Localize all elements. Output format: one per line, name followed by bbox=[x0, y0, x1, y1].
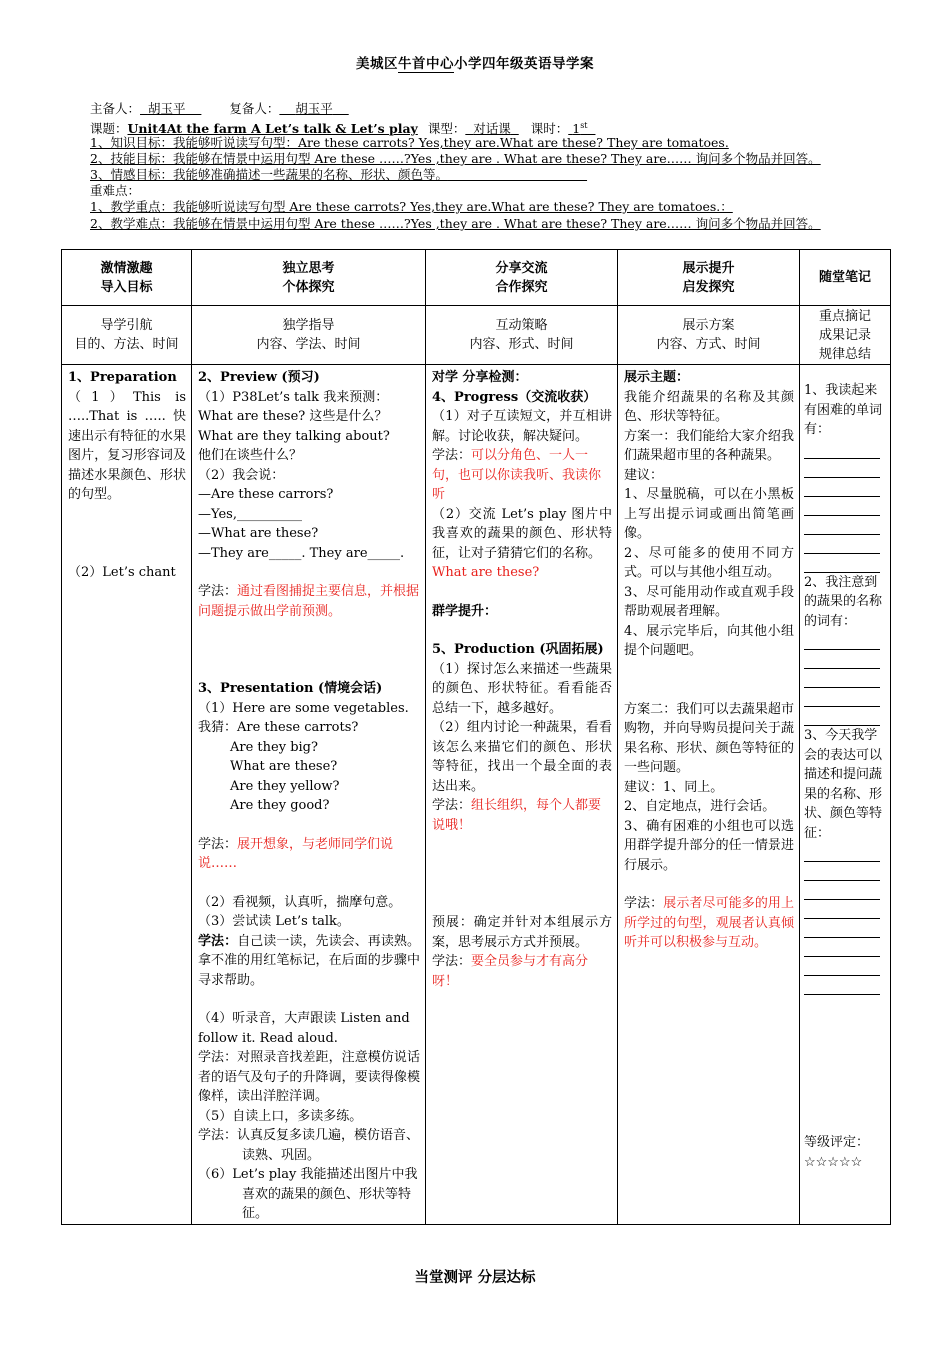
group-title: 群学提升： bbox=[432, 603, 498, 619]
note-blank-line bbox=[804, 688, 880, 707]
note-prompt: 2、我注意到的蔬果的名称的词有： bbox=[804, 574, 883, 629]
method-note: 学法：可以分角色、一人一句，也可以你读我听、我读你听 bbox=[432, 448, 602, 502]
column-preparation bbox=[62, 365, 192, 1225]
subheader-plan: 展示方案 内容、方式、时间 bbox=[618, 306, 800, 365]
key-points-label: 重难点： bbox=[90, 183, 141, 198]
column-display: 展示主题： 我能介绍蔬果的名称及其颜色、形状等特征。 方案一：我们能给大家介绍我们蔬果超市里的各种蔬果。 建议： 1、尽量脱稿，可以在小黑板上写出提示词或画出简笔画像。 2、尽可能多的使用不同方式。可以与其他小组互动。 3、尽可能用动作或直观手段帮助观展者理解。 4、展示完毕后，向其他小组提个问题吧。 方案二：我们可以去蔬果超市购物，并向导购员提问关于蔬果名称、形状、颜色等特征的一些问题。 建议：1、同上。 2、自定地点，进行会话。 3、确有困难的小组也可以选用群学提升部分的任一情景进行展示。 学法：展示者尽可能多的用上所学过的句型，观展者认真倾听并可以积极参与互动。 bbox=[618, 365, 800, 1225]
table-subheader-row bbox=[62, 306, 891, 365]
note-prompt: 1、我读起来有困难的单词有： bbox=[804, 383, 883, 437]
note-blank-line bbox=[804, 497, 880, 516]
note-blank-line bbox=[804, 631, 880, 650]
note-blank-line bbox=[804, 881, 880, 900]
note-blank-line bbox=[804, 478, 880, 497]
note-blank-line bbox=[804, 976, 880, 995]
lesson-period: 1 bbox=[572, 121, 581, 137]
subheader-notes: 重点摘记 成果记录 规律总结 bbox=[800, 306, 891, 365]
note-blank-line bbox=[804, 459, 880, 478]
note-blank-line bbox=[804, 900, 880, 919]
note-blank-line bbox=[804, 938, 880, 957]
teaching-focus: 1、教学重点：我能够听说读写句型 Are these carrots? Yes,they are.What are these? They are tomatoes.： bbox=[90, 199, 733, 214]
co-name: 胡玉平 bbox=[295, 101, 333, 116]
note-blank-line bbox=[804, 707, 880, 726]
header-independent: 独立思考 个体探究 bbox=[192, 250, 426, 306]
note-blank-line bbox=[804, 919, 880, 938]
note-blank-line bbox=[804, 957, 880, 976]
lesson-topic: Unit4At the farm A Let’s talk & Let’s play bbox=[127, 121, 418, 137]
display-theme-title: 展示主题： bbox=[624, 370, 690, 385]
lesson-plan-table bbox=[61, 249, 891, 1225]
preparation-title: 1、Preparation bbox=[68, 370, 177, 385]
method-note: 学法：认真反复多读几遍，模仿语音、读熟、巩固。 bbox=[198, 1128, 420, 1163]
subheader-guide: 导学引航 目的、方法、时间 bbox=[62, 306, 192, 365]
header-share: 分享交流 合作探究 bbox=[426, 250, 618, 306]
subheader-self-study: 独学指导 内容、学法、时间 bbox=[192, 306, 426, 365]
grade-label: 等级评定： bbox=[804, 1135, 870, 1150]
note-blank-line bbox=[804, 516, 880, 535]
note-blank-line bbox=[804, 650, 880, 669]
method-note: 学法：组长组织，每个人都要说哦！ bbox=[432, 798, 602, 833]
note-blank-line bbox=[804, 554, 880, 573]
note-blank-line bbox=[804, 862, 880, 881]
grade-stars: ☆☆☆☆☆ bbox=[804, 1154, 863, 1170]
title-underlined-part: 牛首中心 bbox=[398, 56, 454, 72]
note-blank-line bbox=[804, 535, 880, 554]
table-header-row bbox=[62, 250, 891, 306]
production-title: 5、Production (巩固拓展) bbox=[432, 642, 604, 657]
lesson-type: 对话课 bbox=[473, 121, 511, 137]
chant-item: （2）Let’s chant bbox=[68, 564, 176, 580]
method-note: 学法：通过看图捕捉主要信息，并根据问题提示做出学前预测。 bbox=[198, 584, 420, 619]
document-title: 美城区牛首中心小学四年级英语导学案 bbox=[356, 56, 594, 72]
footer-heading: 当堂测评 分层达标 bbox=[414, 1270, 536, 1286]
host-name: 胡玉平 bbox=[147, 101, 186, 116]
goal-knowledge: 1、知识目标：我能够听说读写句型：Are these carrots? Yes,they are.What are these? They are tomatoes. bbox=[90, 135, 729, 150]
subheader-interaction: 互动策略 内容、形式、时间 bbox=[426, 306, 618, 365]
table-content-row bbox=[62, 365, 891, 1225]
column-notes bbox=[800, 365, 891, 1225]
method-note: 学法：要全员参与才有高分呀！ bbox=[432, 954, 589, 989]
preview-title: 2、Preview (预习) bbox=[198, 370, 320, 385]
note-blank-line bbox=[804, 843, 880, 862]
sharing-heading: 对学 分享检测： bbox=[432, 370, 528, 385]
header-notes: 随堂笔记 bbox=[800, 250, 891, 306]
method-note: 学法：展示者尽可能多的用上所学过的句型，观展者认真倾听并可以积极参与互动。 bbox=[624, 896, 794, 950]
header-display: 展示提升 启发探究 bbox=[618, 250, 800, 306]
authors-line: 主备人： 胡玉平 复备人： 胡玉平 bbox=[90, 101, 333, 116]
method-note: 学法：展开想象，与老师同学们说说…… bbox=[198, 836, 394, 871]
topic-line: 课题：Unit4At the farm A Let’s talk & Let’s play 课型： 对话课 课时： 1st bbox=[90, 121, 588, 137]
goal-emotion: 3、情感目标：我能够准确描述一些蔬果的名称、形状、颜色等。 bbox=[90, 167, 448, 182]
note-blank-line bbox=[804, 440, 880, 459]
column-sharing: 对学 分享检测： 4、Progress（交流收获） （1）对子互读短文，并互相讲解。讨论收获，解决疑问。 学法：可以分角色、一人一句，也可以你读我听、我读你听 （2）交流 Let’s play 图片中我喜欢的蔬果的颜色、形状特征，让对子猜猜它们的名称。 What are these? 群学提升： 5、Production (巩固拓展) （1）探讨怎么来描述一些蔬果的颜色、形状特征。看看能否总结一下，越多越好。 （2）组内讨论一种蔬果，看看该怎么来描它们的颜色、形状等特征，找出一个最全面的表达出来。 学法：组长组织，每个人都要说哦！ 预展：确定并针对本组展示方案，思考展示方式并预展。 学法：要全员参与才有高分呀！ bbox=[426, 365, 618, 1225]
note-blank-line bbox=[804, 669, 880, 688]
goal-skill: 2、技能目标：我能够在情景中运用句型 Are these ……?Yes ,they are . What are these? They are…… 询问多个物品并回答。 bbox=[90, 151, 821, 166]
method-note: 学法：自己读一读，先读会、再读熟。拿不准的用红笔标记，在后面的步骤中寻求帮助。 bbox=[198, 933, 420, 988]
presentation-title: 3、Presentation (情境会话) bbox=[198, 681, 383, 696]
note-prompt: 3、今天我学会的表达可以描述和提问蔬果的名称、形状、颜色等特征： bbox=[804, 728, 883, 841]
progress-title: 4、Progress（交流收获） bbox=[432, 389, 597, 405]
header-intro: 激情激趣 导入目标 bbox=[62, 250, 192, 306]
teaching-difficulty: 2、教学难点：我能够在情景中运用句型 Are these ……?Yes ,they are . What are these? They are…… 询问多个物品并回答。 bbox=[90, 216, 821, 231]
method-note: 学法：对照录音找差距，注意模仿说话者的语气及句子的升降调，要读得像模像样，读出洋腔洋调。 bbox=[198, 1050, 420, 1104]
column-self-study: 2、Preview (预习) （1）P38Let’s talk 我来预测： What are these? 这些是什么？ What are they talking about? 他们在谈些什么？ （2）我会说： —Are these carrors? —Yes,__________ —What are these? —They are_____. They are_____. 学法：通过看图捕捉主要信息，并根据问题提示做出学前预测。 3、Presentation (情境会话) （1）Here are some vegetables.我猜：Are these carrots? Are they big? What are these? Are they yellow? Are they good? 学法：展开想象，与老师同学们说说…… （2）看视频，认真听，揣摩句意。 （3）尝试读 Let’s talk。 学法：自己读一读，先读会、再读熟。拿不准的用红笔标记，在后面的步骤中寻求帮助。 （4）听录音，大声跟读 Listen and follow it. Read aloud. 学法：对照录音找差距，注意模仿说话者的语气及句子的升降调，要读得像模像样，读出洋腔洋调。 （5）自读上口，多读多练。 学法：认真反复多读几遍，模仿语音、读熟、巩固。 （6）Let’s play 我能描述出图片中我喜欢的蔬果的颜色、形状等特征。 bbox=[192, 365, 426, 1225]
preparation-text: （1）This is …..That is ….. 快速出示有特征的水果图片，复习形容词及描述水果颜色、形状的句型。 bbox=[68, 389, 186, 502]
